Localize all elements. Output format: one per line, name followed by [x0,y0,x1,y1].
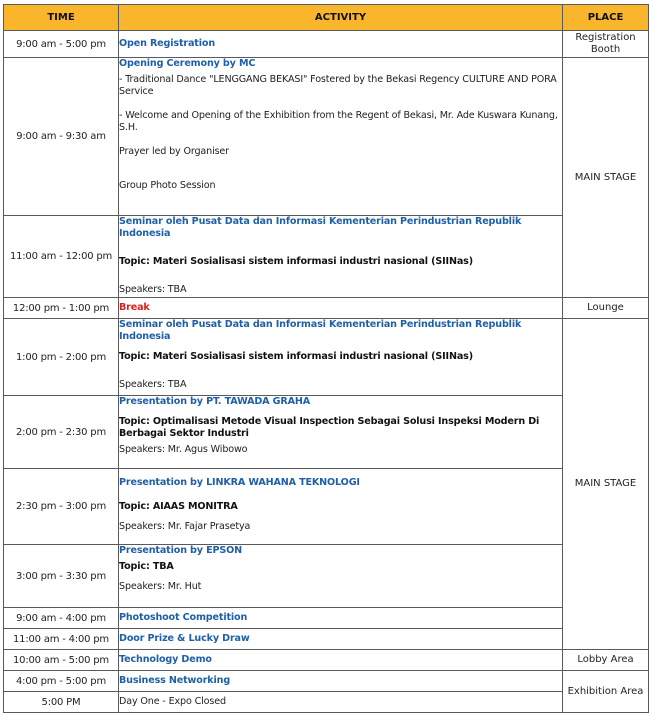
activity-title: Door Prize & Lucky Draw [119,633,250,644]
activity-cell [119,671,563,692]
place-cell: Lounge [563,298,649,319]
activity-title: Break [119,302,150,313]
activity-cell [119,298,563,319]
activity-topic: Topic: Materi Sosialisasi sistem informasi industri nasional (SIINas) [119,256,473,267]
activity-cell [119,31,563,58]
activity-speakers: Speakers: Mr. Fajar Prasetya [119,521,251,532]
activity-topic: Topic: AIAAS MONITRA [119,501,238,512]
activity-topic: Topic: TBA [119,561,174,572]
time-cell: 9:00 am - 5:00 pm [4,31,119,58]
header-place: PLACE [563,5,649,31]
table-row [4,671,649,692]
time-cell: 11:00 am - 4:00 pm [4,629,119,650]
activity-line: Prayer led by Organiser [119,146,229,157]
header-activity: ACTIVITY [119,5,563,31]
table-row [4,58,649,216]
activity-title: Seminar oleh Pusat Data dan Informasi Kementerian Perindustrian Republik Indonesia [119,319,522,342]
activity-cell [119,629,563,650]
activity-topic: Topic: Materi Sosialisasi sistem informasi industri nasional (SIINas) [119,351,473,362]
activity-cell [119,319,563,396]
table-row [4,692,649,713]
activity-cell [119,650,563,671]
table-row [4,650,649,671]
table-row [4,608,649,629]
activity-title: Open Registration [119,38,215,49]
activity-speakers: Speakers: Mr. Hut [119,581,202,592]
activity-cell [119,396,563,469]
activity-title: Business Networking [119,675,231,686]
time-cell: 2:30 pm - 3:00 pm [4,469,119,545]
table-row [4,31,649,58]
activity-title: Technology Demo [119,654,212,665]
place-cell: MAIN STAGE [563,319,649,650]
time-cell: 10:00 am - 5:00 pm [4,650,119,671]
activity-title: Seminar oleh Pusat Data dan Informasi Kementerian Perindustrian Republik Indonesia [119,216,522,239]
activity-line: - Traditional Dance "LENGGANG BEKASI" Fostered by the Bekasi Regency CULTURE AND PORA Service [119,74,557,97]
agenda-table [3,4,649,713]
activity-line: - Welcome and Opening of the Exhibition from the Regent of Bekasi, Mr. Ade Kuswara Kunang, S.H. [119,110,558,133]
activity-cell [119,545,563,608]
time-cell: 1:00 pm - 2:00 pm [4,319,119,396]
place-cell: Lobby Area [563,650,649,671]
time-cell: 2:00 pm - 2:30 pm [4,396,119,469]
time-cell: 4:00 pm - 5:00 pm [4,671,119,692]
table-row [4,298,649,319]
place-cell: Registration Booth [563,31,649,58]
table-row [4,469,649,545]
table-row [4,545,649,608]
activity-title: Presentation by LINKRA WAHANA TEKNOLOGI [119,477,360,488]
header-time: TIME [4,5,119,31]
table-row [4,216,649,298]
time-cell: 12:00 pm - 1:00 pm [4,298,119,319]
time-cell: 5:00 PM [4,692,119,713]
activity-title: Opening Ceremony by MC [119,58,256,69]
time-cell: 9:00 am - 4:00 pm [4,608,119,629]
time-cell: 11:00 am - 12:00 pm [4,216,119,298]
activity-speakers: Speakers: Mr. Agus Wibowo [119,444,248,455]
header-row [4,5,649,31]
activity-title: Presentation by PT. TAWADA GRAHA [119,396,311,407]
table-row [4,629,649,650]
activity-text: Day One - Expo Closed [119,696,226,707]
activity-title: Photoshoot Competition [119,612,248,623]
activity-speakers: Speakers: TBA [119,284,187,295]
activity-title: Presentation by EPSON [119,545,243,556]
activity-speakers: Speakers: TBA [119,379,187,390]
time-cell: 3:00 pm - 3:30 pm [4,545,119,608]
activity-topic: Topic: Optimalisasi Metode Visual Inspection Sebagai Solusi Inspeksi Modern Di Berbagai Sektor Industri [119,416,540,439]
activity-line: Group Photo Session [119,180,216,191]
place-cell: Exhibition Area [563,671,649,713]
activity-cell [119,608,563,629]
place-cell: MAIN STAGE [563,58,649,298]
table-row [4,319,649,396]
activity-cell [119,216,563,298]
table-row [4,396,649,469]
activity-cell [119,58,563,216]
activity-cell [119,469,563,545]
time-cell: 9:00 am - 9:30 am [4,58,119,216]
activity-cell [119,692,563,713]
